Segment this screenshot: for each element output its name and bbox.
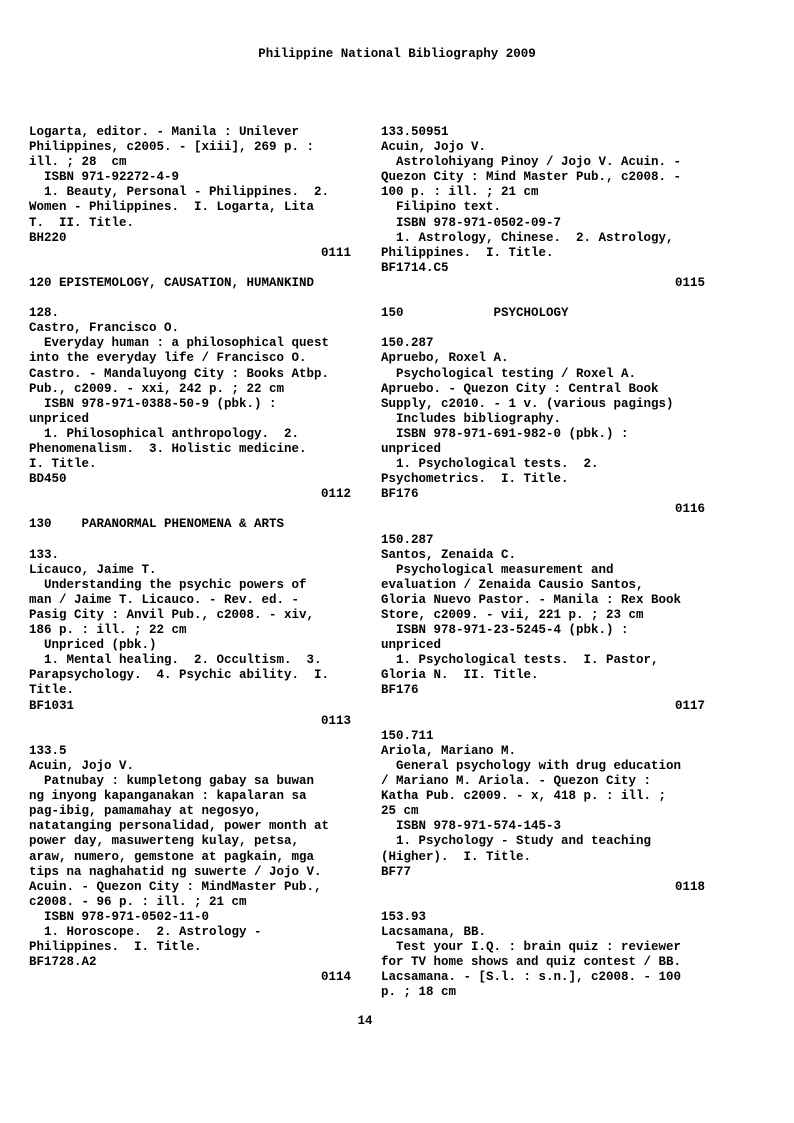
spacer <box>381 895 705 910</box>
entry-line: araw, numero, gemstone at pagkain, mga <box>29 849 315 864</box>
page-header-title: Philippine National Bibliography 2009 <box>258 47 536 61</box>
entry-line: / Mariano M. Ariola. - Quezon City : <box>381 774 652 789</box>
entry-line: Understanding the psychic powers of <box>29 577 307 592</box>
page-number: 14 <box>357 1014 373 1028</box>
entry-line: Patnubay : kumpletong gabay sa buwan <box>29 774 315 789</box>
entry-line: BF1728.A2 <box>29 955 97 970</box>
record-number: 0113 <box>320 713 351 728</box>
entry-line: Psychological testing / Roxel A. <box>381 366 637 381</box>
entry-line: ISBN 978-971-0502-09-7 <box>381 215 562 230</box>
entry-line: 150.287 <box>381 336 434 351</box>
entry-line: 1. Philosophical anthropology. 2. <box>29 426 300 441</box>
entry-line: Santos, Zenaida C. <box>381 547 517 562</box>
record-number: 0117 <box>674 698 705 713</box>
entry-line: unpriced <box>381 638 442 653</box>
record-number: 0118 <box>674 879 705 894</box>
record-number: 0111 <box>320 245 351 260</box>
entry-line: Supply, c2010. - 1 v. (various pagings) <box>381 396 674 411</box>
entry-line: Title. <box>29 683 75 698</box>
entry-line: Psychological measurement and <box>381 562 614 577</box>
entry-line: 130 PARANORMAL PHENOMENA & ARTS <box>29 517 285 532</box>
entry-line: ISBN 978-971-0502-11-0 <box>29 909 210 924</box>
entry-line: Philippines. I. Title. <box>29 940 202 955</box>
record-number: 0112 <box>320 487 351 502</box>
entry-line: Philippines, c2005. - [xiii], 269 p. : <box>29 140 315 155</box>
entry-line: man / Jaime T. Licauco. - Rev. ed. - <box>29 592 300 607</box>
entry-line: for TV home shows and quiz contest / BB. <box>381 955 682 970</box>
entry-line: (Higher). I. Title. <box>381 849 532 864</box>
entry-line: Katha Pub. c2009. - x, 418 p. : ill. ; <box>381 789 667 804</box>
entry-line: 133. <box>29 547 60 562</box>
entry-line: Apruebo. - Quezon City : Central Book <box>381 381 659 396</box>
entry-line: 1. Beauty, Personal - Philippines. 2. <box>29 185 330 200</box>
entry-line: Philippines. I. Title. <box>381 245 554 260</box>
entry-line: 1. Psychological tests. 2. <box>381 457 599 472</box>
entry-line: 120 EPISTEMOLOGY, CAUSATION, HUMANKIND <box>29 275 315 290</box>
entry-line: Pub., c2009. - xxi, 242 p. ; 22 cm <box>29 381 285 396</box>
entry-line: Licauco, Jaime T. <box>29 562 157 577</box>
entry-line: Filipino text. <box>381 200 502 215</box>
entry-line: p. ; 18 cm <box>381 985 457 1000</box>
entry-line: Psychometrics. I. Title. <box>381 472 569 487</box>
entry-line: 150.287 <box>381 532 434 547</box>
entry-line: Test your I.Q. : brain quiz : reviewer <box>381 940 682 955</box>
entry-line: Acuin, Jojo V. <box>381 140 487 155</box>
entry-line: natatanging personalidad, power month at <box>29 819 330 834</box>
entry-line: ISBN 971-92272-4-9 <box>29 170 180 185</box>
entry-line: c2008. - 96 p. : ill. ; 21 cm <box>29 894 247 909</box>
entry-line: T. II. Title. <box>29 215 135 230</box>
entry-line: 153.93 <box>381 909 427 924</box>
entry-line: Ariola, Mariano M. <box>381 743 517 758</box>
entry-line: 186 p. : ill. ; 22 cm <box>29 623 187 638</box>
entry-line: Acuin. - Quezon City : MindMaster Pub., <box>29 879 322 894</box>
left-column <box>29 125 351 985</box>
entry-line: 1. Psychology - Study and teaching <box>381 834 652 849</box>
spacer <box>29 502 351 517</box>
entry-line: BF77 <box>381 864 412 879</box>
entry-line: Astrolohiyang Pinoy / Jojo V. Acuin. - <box>381 155 682 170</box>
right-column <box>381 125 705 1000</box>
entry-line: Lacsamana, BB. <box>381 924 487 939</box>
spacer <box>381 517 705 532</box>
entry-line: BH220 <box>29 230 67 245</box>
entry-line: BF1714.C5 <box>381 260 449 275</box>
entry-line: ill. ; 28 cm <box>29 155 127 170</box>
entry-line: BF1031 <box>29 698 75 713</box>
entry-line: unpriced <box>29 411 90 426</box>
entry-line: Quezon City : Mind Master Pub., c2008. - <box>381 170 682 185</box>
entry-line: ISBN 978-971-691-982-0 (pbk.) : <box>381 426 629 441</box>
entry-line: 1. Mental healing. 2. Occultism. 3. <box>29 653 322 668</box>
spacer <box>381 321 705 336</box>
entry-line: 1. Psychological tests. I. Pastor, <box>381 653 659 668</box>
spacer <box>381 291 705 306</box>
entry-line: Store, c2009. - vii, 221 p. ; 23 cm <box>381 608 644 622</box>
entry-line: Castro. - Mandaluyong City : Books Atbp. <box>29 366 330 381</box>
entry-line: power day, masuwerteng kulay, petsa, <box>29 834 300 849</box>
record-number: 0116 <box>674 502 705 517</box>
entry-line: evaluation / Zenaida Causio Santos, <box>381 577 644 592</box>
entry-line: I. Title. <box>29 457 97 472</box>
entry-line: Logarta, editor. - Manila : Unilever <box>29 125 300 139</box>
entry-line: Women - Philippines. I. Logarta, Lita <box>29 200 315 215</box>
entry-line: Pasig City : Anvil Pub., c2008. - xiv, <box>29 608 315 622</box>
entry-line: ISBN 978-971-574-145-3 <box>381 819 562 834</box>
entry-line: 1. Astrology, Chinese. 2. Astrology, <box>381 230 674 245</box>
entry-line: General psychology with drug education <box>381 758 682 773</box>
entry-line: Unpriced (pbk.) <box>29 638 157 653</box>
entry-line: 25 cm <box>381 804 419 819</box>
record-number: 0114 <box>320 970 351 985</box>
entry-line: Gloria N. II. Title. <box>381 668 539 683</box>
spacer <box>381 714 705 729</box>
entry-line: Lacsamana. - [S.l. : s.n.], c2008. - 100 <box>381 970 682 985</box>
entry-line: 128. <box>29 306 60 321</box>
entry-line: into the everyday life / Francisco O. <box>29 351 307 366</box>
entry-line: ISBN 978-971-23-5245-4 (pbk.) : <box>381 623 629 638</box>
entry-line: tips na naghahatid ng suwerte / Jojo V. <box>29 864 322 879</box>
entry-line: Acuin, Jojo V. <box>29 758 135 773</box>
spacer <box>29 261 351 276</box>
entry-line: 150.711 <box>381 728 434 743</box>
spacer <box>29 533 351 548</box>
entry-line: BF176 <box>381 683 419 698</box>
entry-line: 100 p. : ill. ; 21 cm <box>381 185 539 200</box>
entry-line: Castro, Francisco O. <box>29 321 180 336</box>
entry-line: 133.50951 <box>381 125 449 139</box>
entry-line: Everyday human : a philosophical quest <box>29 336 330 351</box>
entry-line: Phenomenalism. 3. Holistic medicine. <box>29 441 307 456</box>
entry-line: Parapsychology. 4. Psychic ability. I. <box>29 668 330 683</box>
entry-line: Apruebo, Roxel A. <box>381 351 509 366</box>
entry-line: 150 PSYCHOLOGY <box>381 306 569 321</box>
entry-line: ISBN 978-971-0388-50-9 (pbk.) : <box>29 396 277 411</box>
entry-line: unpriced <box>381 441 442 456</box>
entry-line: 1. Horoscope. 2. Astrology - <box>29 924 262 939</box>
entry-line: Includes bibliography. <box>381 411 562 426</box>
entry-line: BF176 <box>381 487 419 502</box>
entry-line: pag-ibig, pamamahay at negosyo, <box>29 804 262 819</box>
entry-line: Gloria Nuevo Pastor. - Manila : Rex Book <box>381 592 682 607</box>
entry-line: BD450 <box>29 472 67 487</box>
entry-line: 133.5 <box>29 743 67 758</box>
spacer <box>29 291 351 306</box>
spacer <box>29 729 351 744</box>
entry-line: ng inyong kapanganakan : kapalaran sa <box>29 789 307 804</box>
record-number: 0115 <box>674 275 705 290</box>
